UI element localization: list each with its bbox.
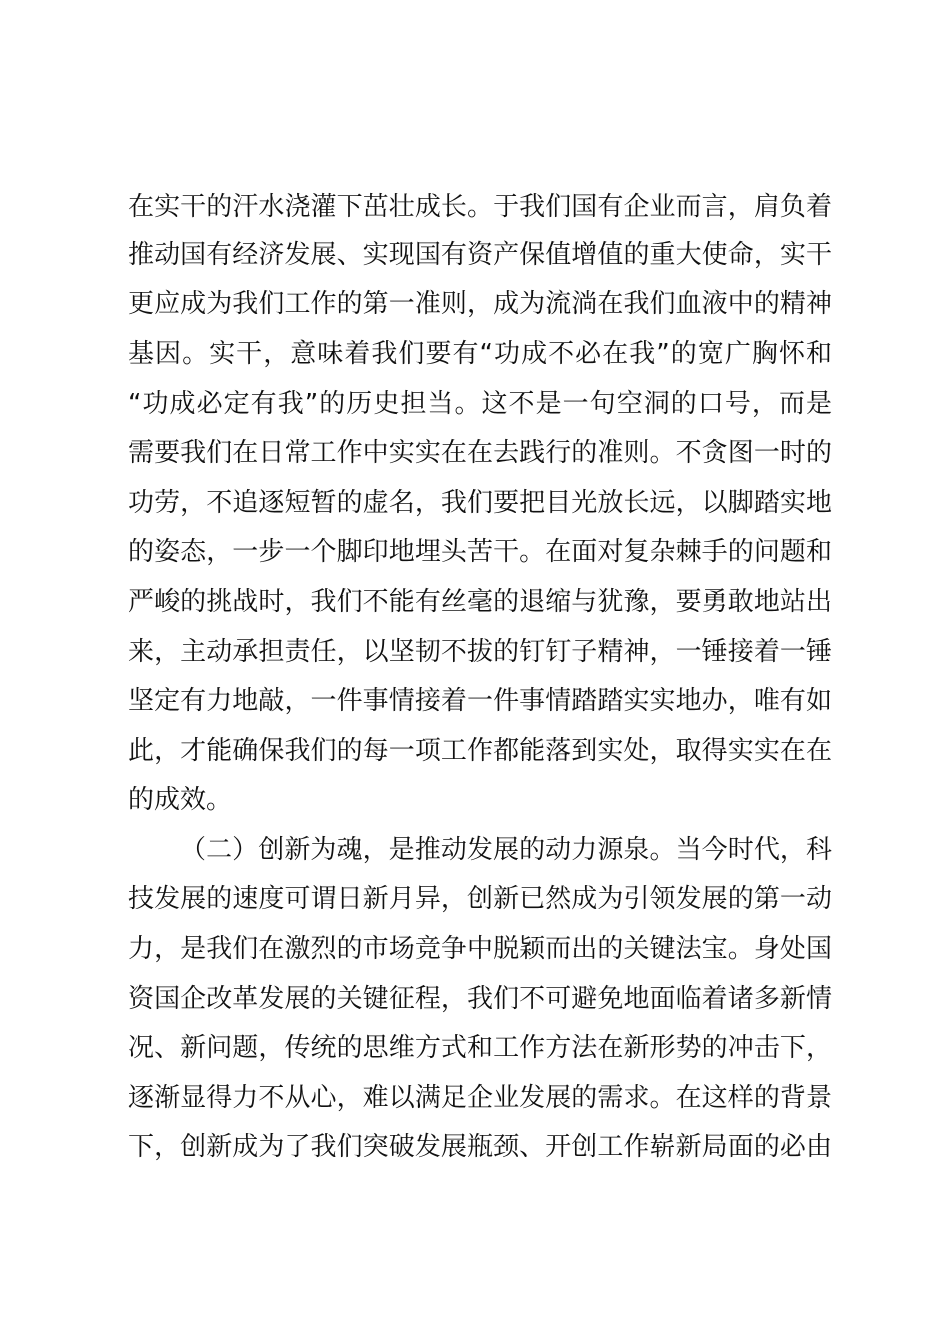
paragraph-line: 的姿态，一步一个脚印地埋头苦干。在面对复杂棘手的问题和 (128, 537, 832, 567)
paragraph-line: 技发展的速度可谓日新月异，创新已然成为引领发展的第一动 (128, 884, 832, 914)
paragraph-line: 推动国有经济发展、实现国有资产保值增值的重大使命，实干 (128, 240, 832, 270)
paragraph-line: 来，主动承担责任，以坚韧不拔的钉钉子精神，一锤接着一锤 (128, 637, 832, 667)
paragraph-line: 在实干的汗水浇灌下茁壮成长。于我们国有企业而言，肩负着 (128, 192, 832, 222)
paragraph-line: 此，才能确保我们的每一项工作都能落到实处，取得实实在在 (128, 736, 832, 766)
paragraph-line: 严峻的挑战时，我们不能有丝毫的退缩与犹豫，要勇敢地站出 (128, 587, 832, 617)
paragraph-line: 力，是我们在激烈的市场竞争中脱颖而出的关键法宝。身处国 (128, 934, 832, 964)
paragraph-line: 功劳，不追逐短暂的虚名，我们要把目光放长远，以脚踏实地 (128, 488, 832, 518)
paragraph-line: 需要我们在日常工作中实实在在去践行的准则。不贪图一时的 (128, 438, 832, 468)
paragraph-line: “功成必定有我”的历史担当。这不是一句空洞的口号，而是 (128, 389, 832, 419)
paragraph-line: 下，创新成为了我们突破发展瓶颈、开创工作崭新局面的必由 (128, 1132, 832, 1162)
paragraph-line: 基因。实干，意味着我们要有“功成不必在我”的宽广胸怀和 (128, 339, 832, 369)
paragraph-line: 更应成为我们工作的第一准则，成为流淌在我们血液中的精神 (128, 289, 832, 319)
paragraph-line: 况、新问题，传统的思维方式和工作方法在新形势的冲击下， (128, 1033, 832, 1063)
paragraph-line: 坚定有力地敲，一件事情接着一件事情踏踏实实地办，唯有如 (128, 686, 832, 716)
paragraph-line: 的成效。 (128, 785, 233, 815)
paragraph-line: 逐渐显得力不从心，难以满足企业发展的需求。在这样的背景 (128, 1083, 832, 1113)
paragraph-line: 资国企改革发展的关键征程，我们不可避免地面临着诸多新情 (128, 984, 832, 1014)
section-heading-line: （二）创新为魂，是推动发展的动力源泉。当今时代，科 (180, 835, 832, 865)
